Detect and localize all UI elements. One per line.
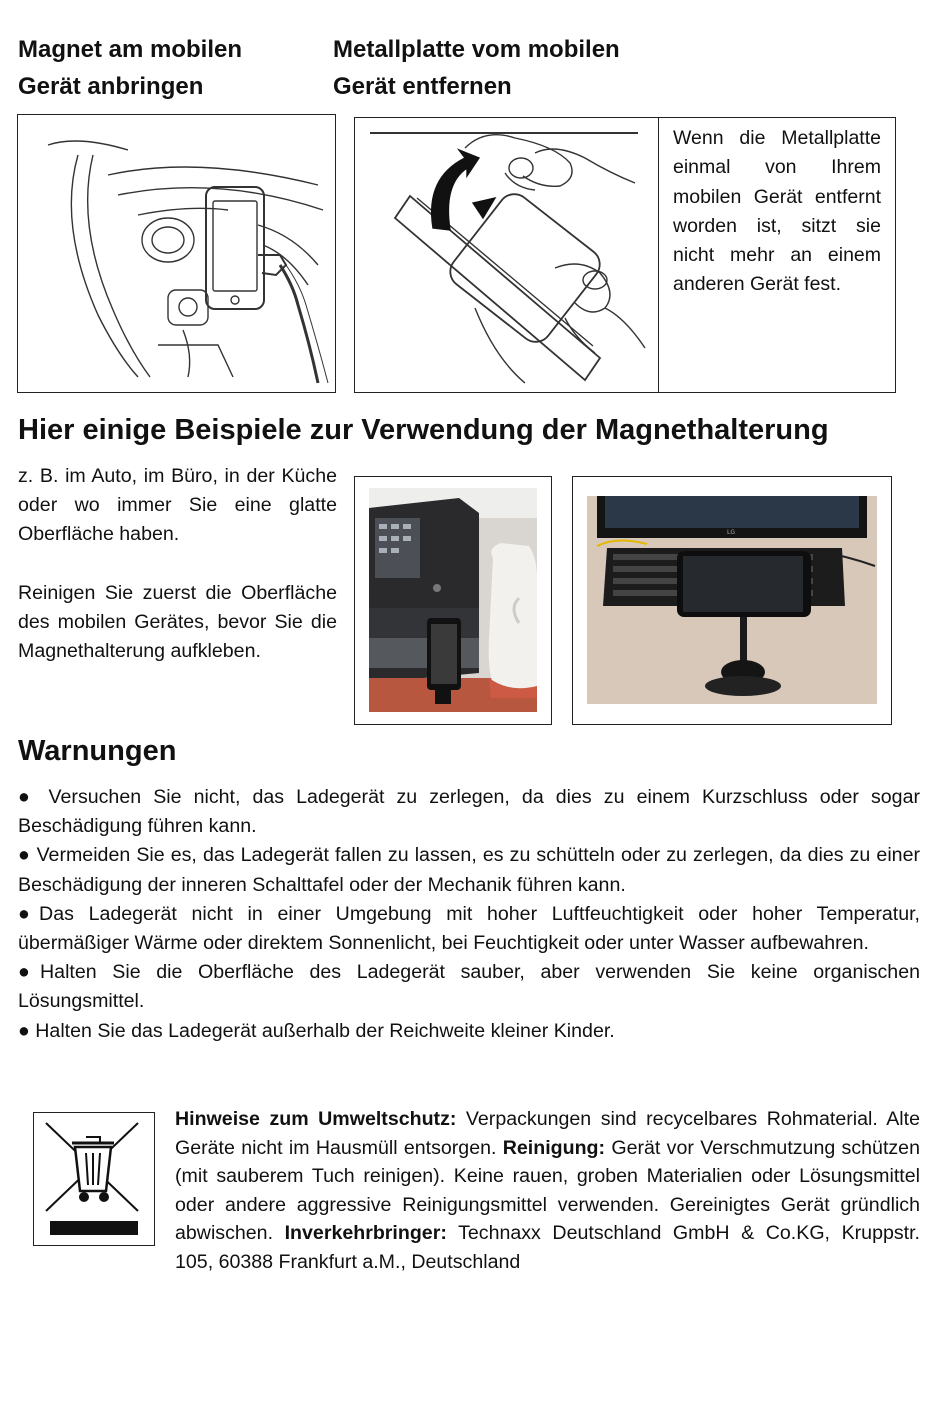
environment-text: Verpackungen sind recycelbares Rohmaterial. Alte Geräte nicht im Hausmüll entsorgen.: [175, 1108, 920, 1159]
distributor-text: Technaxx Deutschland GmbH & Co.KG, Kruppstr. 105, 60388 Frankfurt a.M., Deutschland: [175, 1222, 920, 1273]
warnings-list: [18, 783, 920, 1046]
kitchen-phone-mount-photo: [354, 476, 552, 725]
cleaning-text: Gerät vor Verschmutzung schützen (mit sauberem Tuch reinigen). Keine rauen, groben Materialien oder Lösungsmittel oder andere aggressive Reinigungsmittel verwenden. Gereinigtes Gerät gründlich abwischen.: [175, 1136, 920, 1244]
examples-text-2: Reinigen Sie zuerst die Oberfläche des mobilen Gerätes, bevor Sie die Magnethalterung aufkleben.: [18, 582, 337, 663]
cleaning-label: Reinigung:: [502, 1136, 606, 1159]
remove-title: [333, 31, 620, 105]
crossed-out-bin-icon: [33, 1112, 155, 1246]
warning-item: ● Vermeiden Sie es, das Ladegerät fallen zu lassen, es zu schütteln oder zu zerlegen, da dies zu einer Beschädigung der inneren Schalttafel oder der Mechanik führen kann.: [18, 844, 920, 896]
examples-text-1: z. B. im Auto, im Büro, in der Küche oder wo immer Sie eine glatte Oberfläche haben.: [18, 465, 337, 546]
warning-item: ● Halten Sie das Ladegerät außerhalb der Reichweite kleiner Kinder.: [18, 1019, 615, 1042]
environment-notes: [175, 1105, 920, 1276]
environment-label: Hinweise zum Umweltschutz:: [175, 1108, 457, 1130]
remove-plate-panel: [354, 117, 896, 393]
warnings-heading: Warnungen: [18, 735, 177, 767]
remove-note: Wenn die Metallplatte einmal von Ihrem mobilen Gerät entfernt worden ist, sitzt sie nicht mehr an einem anderen Gerät fest.: [673, 127, 881, 296]
warning-item: ● Versuchen Sie nicht, das Ladegerät zu zerlegen, da dies zu einem Kurzschluss oder sogar Beschädigung führen kann.: [18, 786, 920, 838]
attach-title: [18, 31, 242, 105]
hand-removing-plate-illustration: [355, 118, 658, 391]
distributor-label: Inverkehrbringer:: [284, 1222, 447, 1244]
examples-heading: Hier einige Beispiele zur Verwendung der Magnethalterung: [18, 414, 829, 446]
note-divider: [658, 117, 659, 393]
car-dashboard-phone-illustration: [17, 114, 336, 393]
desk-phone-mount-photo: [572, 476, 892, 725]
remove-title-line1: Metallplatte vom mobilen: [333, 36, 620, 63]
svg-text:LG: LG: [727, 529, 735, 536]
attach-title-line2: Gerät anbringen: [18, 73, 204, 100]
warning-item: ●Halten Sie die Oberfläche des Ladegerät sauber, aber verwenden Sie keine organischen Lösungsmittel.: [18, 961, 920, 1013]
warning-item: ●Das Ladegerät nicht in einer Umgebung mit hoher Luftfeuchtigkeit oder hoher Temperatur, übermäßiger Wärme oder direktem Sonnenlicht, bei Feuchtigkeit oder unter Wasser aufbewahren.: [18, 902, 920, 955]
attach-title-line1: Magnet am mobilen: [18, 36, 243, 63]
remove-title-line2: Gerät entfernen: [333, 73, 512, 100]
